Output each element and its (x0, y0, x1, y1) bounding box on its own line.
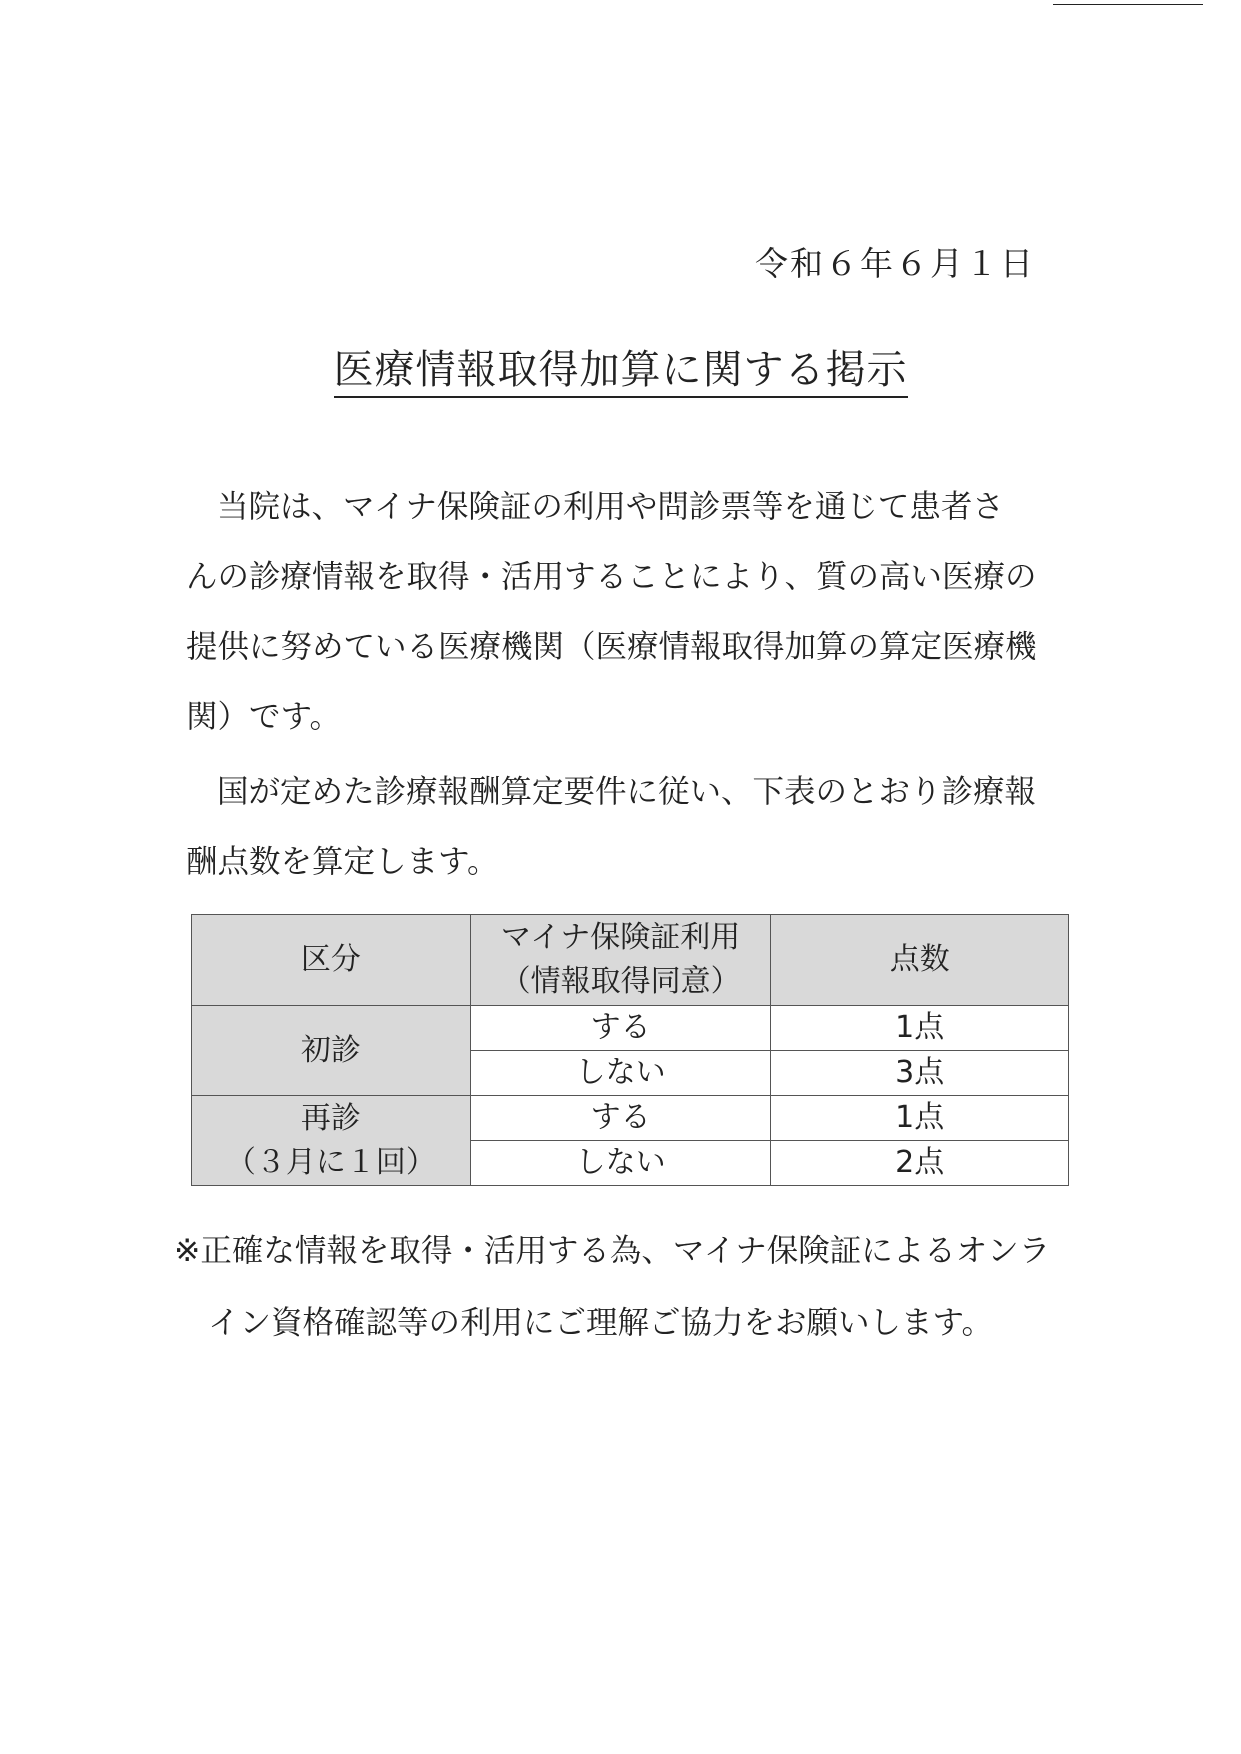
group-label-line2: （３月に１回） (225, 1144, 436, 1180)
group-label-line1: 初診 (300, 1032, 361, 1068)
usage-cell: しない (470, 1141, 771, 1186)
notice-date: 令和６年６月１日 (755, 244, 1035, 283)
header-category: 区分 (192, 915, 471, 1006)
table-row (192, 1096, 1069, 1141)
top-right-rule (1053, 4, 1203, 5)
header-mynacard-line1: マイナ保険証利用 (500, 920, 741, 955)
group-label-initial (192, 1006, 471, 1096)
note-line: イン資格確認等の利用にご理解ご協力をお願いします。 (208, 1305, 993, 1341)
group-label-revisit (192, 1096, 471, 1186)
table-header-row (192, 915, 1069, 1006)
table-row (192, 1006, 1069, 1051)
note-line: ※正確な情報を取得・活用する為、マイナ保険証によるオンラ (174, 1233, 1051, 1269)
fee-table (191, 914, 1069, 1186)
header-points: 点数 (771, 915, 1069, 1006)
intro-line: 関）です。 (186, 699, 341, 735)
usage-cell: しない (470, 1051, 771, 1096)
intro-line: んの診療情報を取得・活用することにより、質の高い医療の (186, 559, 1037, 595)
header-mynacard (470, 915, 771, 1006)
notice-title-wrap (0, 338, 1241, 395)
usage-cell: する (470, 1006, 771, 1051)
intro-line: 提供に努めている医療機関（医療情報取得加算の算定医療機 (186, 629, 1037, 665)
points-cell: 1点 (771, 1006, 1069, 1051)
intro-paragraph (186, 472, 1066, 752)
header-mynacard-line2: （情報取得同意） (500, 964, 741, 999)
usage-cell: する (470, 1096, 771, 1141)
calculation-line: 国が定めた診療報酬算定要件に従い、下表のとおり診療報 (217, 774, 1037, 810)
points-cell: 2点 (771, 1141, 1069, 1186)
intro-line: 当院は、マイナ保険証の利用や問診票等を通じて患者さ (217, 489, 1004, 525)
points-cell: 3点 (771, 1051, 1069, 1096)
group-label-line1: 再診 (300, 1100, 361, 1136)
note-paragraph (174, 1215, 1074, 1359)
notice-title: 医療情報取得加算に関する掲示 (334, 347, 908, 398)
calculation-line: 酬点数を算定します。 (186, 844, 499, 880)
calculation-paragraph (186, 757, 1066, 897)
points-cell: 1点 (771, 1096, 1069, 1141)
